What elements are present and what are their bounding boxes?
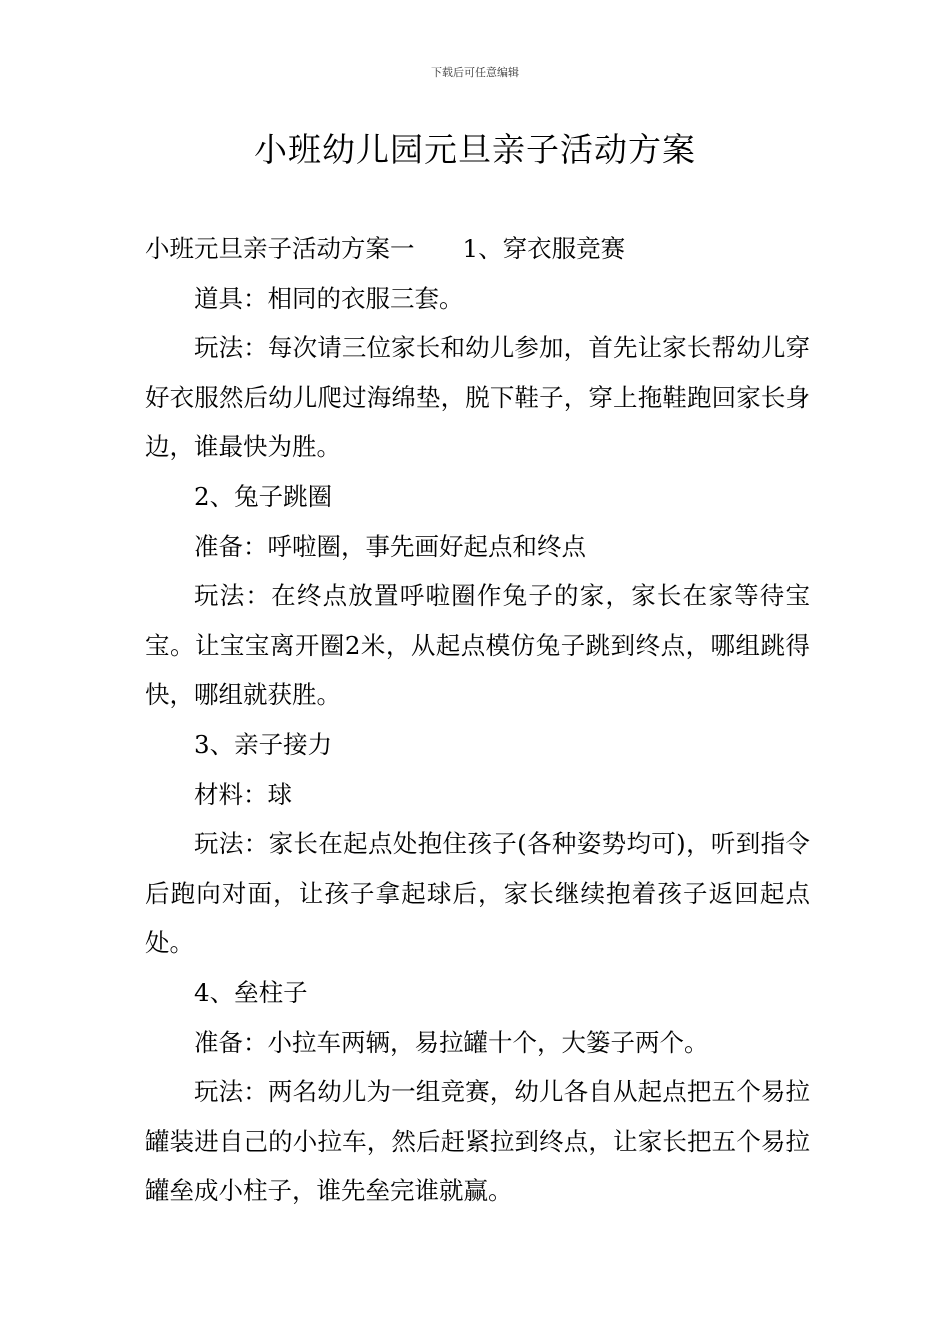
paragraph-rules: 玩法：每次请三位家长和幼儿参加，首先让家长帮幼儿穿好衣服然后幼儿爬过海绵垫，脱下鞋子，穿上拖鞋跑回家长身边，谁最快为胜。	[145, 333, 810, 462]
paragraph-materials: 材料：球	[194, 779, 292, 809]
section-heading: 2、兔子跳圈	[194, 481, 333, 511]
document-title: 小班幼儿园元旦亲子活动方案	[254, 130, 696, 169]
paragraph-rules: 玩法：在终点放置呼啦圈作兔子的家，家长在家等待宝宝。让宝宝离开圈2米，从起点模仿兔子跳到终点，哪组跳得快，哪组就获胜。	[145, 581, 810, 710]
paragraph-props: 道具：相同的衣服三套。	[194, 283, 464, 313]
intro-first-item: 1、穿衣服竞赛	[462, 234, 626, 263]
section-heading: 3、亲子接力	[194, 729, 333, 759]
document-body	[145, 224, 810, 1216]
header-note: 下载后可任意编辑	[431, 66, 519, 79]
paragraph-preparation: 准备：呼啦圈，事先画好起点和终点	[194, 531, 586, 561]
intro-prefix: 小班元旦亲子活动方案一	[145, 234, 415, 263]
intro-line	[145, 224, 810, 274]
paragraph-preparation: 准备：小拉车两辆，易拉罐十个，大篓子两个。	[194, 1027, 709, 1057]
paragraph-rules: 玩法：两名幼儿为一组竞赛，幼儿各自从起点把五个易拉罐装进自己的小拉车，然后赶紧拉到终点，让家长把五个易拉罐垒成小柱子，谁先垒完谁就赢。	[145, 1077, 810, 1206]
paragraph-rules: 玩法：家长在起点处抱住孩子(各种姿势均可)，听到指令后跑向对面，让孩子拿起球后，家长继续抱着孩子返回起点处。	[145, 829, 810, 958]
section-heading: 4、垒柱子	[194, 977, 308, 1007]
